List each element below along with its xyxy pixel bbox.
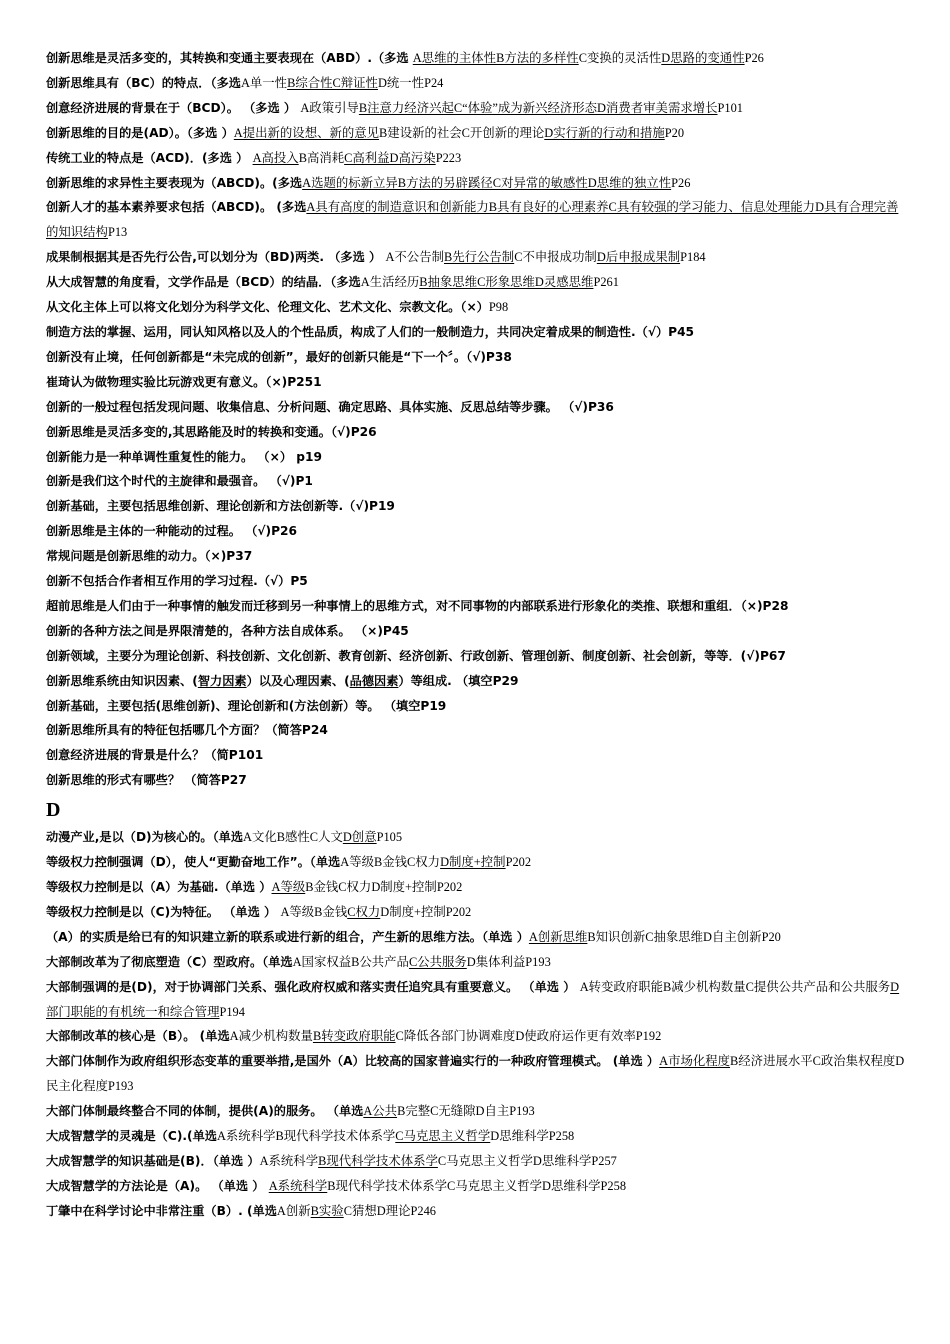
- question-item: [46, 925, 906, 950]
- answer-option-underlined: A等级: [271, 880, 306, 894]
- question-item: [46, 718, 906, 743]
- question-text: 创新思维是灵活多变的，其转换和变通主要表现在（ABD）.（多选: [46, 51, 413, 65]
- answer-option: P223: [435, 150, 462, 165]
- answer-option: P26: [744, 51, 764, 65]
- question-text: 创新思维是灵活多变的,其思路能及时的转换和变通。（√)P26: [46, 424, 377, 439]
- question-item: [46, 1124, 906, 1149]
- question-text: 创新思维所具有的特征包括哪几个方面？（简答P24: [46, 723, 328, 738]
- question-text-cont: ）等组成. （填空P29: [398, 673, 519, 688]
- question-text: 创新基础，主要包括思维创新、理论创新和方法创新等.（√)P19: [46, 499, 395, 514]
- answer-option: A系统科学: [259, 1153, 319, 1168]
- answer-option: P105: [376, 830, 403, 845]
- question-text: 创新基础，主要包括(思维创新)、理论创新和(方法创新）等。 （填空P19: [46, 698, 447, 713]
- fill-blank-answer: 智力因素: [197, 673, 247, 688]
- question-text: 大部制改革为了彻底塑造（C）型政府。（单选: [46, 954, 293, 969]
- answer-option: D思维科学P258: [490, 1129, 575, 1144]
- question-item: [46, 46, 906, 71]
- question-text: 超前思维是人们由于一种事情的触发而迁移到另一种事情上的思维方式，对不同事物的内部联系进行形象化的类推、联想和重组．（×)P28: [46, 598, 789, 613]
- question-text: 创新人才的基本素养要求包括（ABCD)。 (多选: [46, 200, 307, 215]
- answer-option: A生活经历: [360, 275, 420, 290]
- question-text: 创新领域，主要分为理论创新、科技创新、文化创新、教育创新、经济创新、行政创新、管理创新、制度创新、社会创新，等等．(√)P67: [46, 648, 786, 663]
- answer-option-underlined: A提出新的设想、新的意见: [233, 125, 380, 140]
- question-text: 创新思维的目的是(AD）。（多选 ）: [46, 125, 234, 140]
- answer-option: B高消耗: [298, 150, 345, 165]
- question-item: [46, 71, 906, 96]
- answer-option-underlined: A具有高度的制造意识和创新能力B具有良好的心理素养C具有较强的学习能力、信息处理能力D具有合理完善的知识结构: [46, 200, 899, 240]
- answer-option: D集体利益P193: [466, 954, 551, 969]
- answer-option: P13: [107, 225, 128, 240]
- question-text: （A）的实质是给已有的知识建立新的联系或进行新的组合，产生新的思维方法。（单选 ）: [46, 929, 529, 944]
- question-text: 创意经济进展的背景在于（BCD）。 （多选 ）: [46, 100, 301, 115]
- question-item: [46, 975, 906, 1025]
- answer-option: A文化B感性C人文: [243, 830, 343, 845]
- answer-option: A不公告制: [385, 250, 444, 265]
- answer-option: A等级B金钱: [280, 904, 348, 919]
- question-item: [46, 345, 906, 370]
- section-heading-d: D: [46, 799, 61, 822]
- answer-option-underlined: A创新思维: [528, 929, 588, 944]
- question-text: 创新不包括合作者相互作用的学习过程.（√）P5: [46, 574, 308, 589]
- answer-option: A创新: [276, 1203, 311, 1218]
- answer-option: B现代科学技术体系学C马克思主义哲学D思维科学P258: [327, 1178, 627, 1193]
- answer-option: P261: [593, 275, 619, 290]
- answer-option: C猜想D理论P246: [343, 1203, 436, 1218]
- question-item: [46, 875, 906, 900]
- question-list-c: [46, 46, 906, 793]
- answer-option-underlined: B先行公告制: [443, 250, 515, 265]
- question-item: [46, 644, 906, 669]
- question-item: [46, 320, 906, 345]
- answer-option: C变换的灵活性: [578, 51, 662, 65]
- answer-option-underlined: B转变政府职能: [312, 1029, 396, 1044]
- question-text: 大部门体制最终整合不同的体制，提供(A)的服务。 （单选: [46, 1104, 364, 1119]
- answer-option: B建设新的社会C开创新的理论: [379, 125, 545, 140]
- answer-option-underlined: A选题的标新立异B方法的另辟蹊径C对异常的敏感性D思维的独立性: [302, 175, 672, 190]
- answer-option: C马克思主义哲学D思维科学P257: [437, 1153, 617, 1168]
- question-text: 从文化主体上可以将文化划分为科学文化、伦理文化、艺术文化、宗教文化。（×）: [46, 300, 489, 315]
- answer-option: P202: [505, 855, 532, 870]
- question-text: 大部制强调的是(D)，对于协调部门关系、强化政府权威和落实责任追究具有重要意义。 （单选 ）: [46, 979, 580, 994]
- question-text: 创新思维具有（BC）的特点．（多选: [46, 75, 241, 90]
- question-text: 创新思维的形式有哪些？ （简答P27: [46, 773, 247, 788]
- question-item: [46, 768, 906, 793]
- answer-option: A单一性: [240, 75, 288, 90]
- question-item: [46, 370, 906, 395]
- question-text: 大部制改革的核心是（B）。 (单选: [46, 1029, 230, 1044]
- question-text: 大成智慧学的灵魂是（C).(单选: [46, 1129, 217, 1144]
- answer-option: A转变政府职能B减少机构数量C提供公共产品和公共服务: [579, 979, 891, 994]
- question-item: [46, 146, 906, 171]
- question-item: [46, 1024, 906, 1049]
- question-text: 创新思维的求异性主要表现为（ABCD)。(多选: [46, 175, 303, 190]
- answer-option: P20: [664, 125, 685, 140]
- question-text: 丁肇中在科学讨论中非常注重（B）. (单选: [46, 1203, 277, 1218]
- question-text-cont: ）以及心理因素、(: [246, 673, 350, 688]
- question-text: 创意经济进展的背景是什么？（简P101: [46, 748, 264, 763]
- answer-option: D制度+控制P202: [380, 904, 472, 919]
- question-item: [46, 420, 906, 445]
- answer-option-underlined: B实验: [310, 1203, 344, 1218]
- question-text: 成果制根据其是否先行公告,可以划分为（BD)两类. （多选 ）: [46, 250, 386, 265]
- question-text: 创新没有止境，任何创新都是“未完成的创新”，最好的创新只能是“下一个〞。（√)P38: [46, 349, 512, 364]
- answer-option-underlined: D部门职能的有机统一和综合管理: [46, 979, 900, 1019]
- question-item: [46, 850, 906, 875]
- question-item: [46, 96, 906, 121]
- question-text: 大部门体制作为政府组织形态变革的重要举措,是国外（A）比较高的国家普遍实行的一种政府管理模式。 (单选 ）: [46, 1054, 660, 1069]
- question-item: [46, 569, 906, 594]
- question-text: 创新能力是一种单调性重复性的能力。 （×） p19: [46, 449, 322, 464]
- question-text: 传统工业的特点是（ACD)．(多选 ）: [46, 150, 253, 165]
- question-item: [46, 270, 906, 295]
- answer-option: A减少机构数量: [229, 1029, 313, 1044]
- question-text: 常规问题是创新思维的动力。（×)P37: [46, 549, 253, 564]
- question-item: [46, 195, 906, 245]
- question-text: 创新的各种方法之间是界限清楚的，各种方法自成体系。 （×)P45: [46, 623, 409, 638]
- document-body: [46, 46, 906, 1224]
- question-text: 等级权力控制是以（C)为特征。 （单选 ）: [46, 904, 281, 919]
- question-item: [46, 1049, 906, 1099]
- question-item: [46, 669, 906, 694]
- question-item: [46, 594, 906, 619]
- answer-option-underlined: C公共服务: [408, 954, 467, 969]
- question-text: 创新的一般过程包括发现问题、收集信息、分析问题、确定思路、具体实施、反思总结等步骤。 （√)P36: [46, 399, 614, 414]
- question-item: [46, 1149, 906, 1174]
- answer-option-underlined: A市场化程度: [659, 1054, 731, 1069]
- answer-option-underlined: B现代科学技术体系学: [318, 1153, 438, 1168]
- answer-option: A国家权益B公共产品: [292, 954, 409, 969]
- question-item: [46, 469, 906, 494]
- question-item: [46, 1099, 906, 1124]
- question-item: [46, 544, 906, 569]
- answer-option-underlined: C高利益D高污染: [344, 150, 436, 165]
- question-text: 动漫产业,是以（D)为核心的。（单选: [46, 830, 244, 845]
- answer-option-underlined: B抽象思维C形象思维D灵感思维: [419, 275, 594, 290]
- answer-option-underlined: B注意力经济兴起C“体验”成为新兴经济形态D消费者审美需求增长: [358, 100, 718, 115]
- question-item: [46, 295, 906, 320]
- question-item: [46, 494, 906, 519]
- question-item: [46, 445, 906, 470]
- question-text: 创新是我们这个时代的主旋律和最强音。 （√)P1: [46, 474, 313, 489]
- question-text: 创新思维系统由知识因素、(: [46, 673, 198, 688]
- question-text: 崔琦认为做物理实验比玩游戏更有意义。（×)P251: [46, 374, 322, 389]
- answer-option-underlined: A系统科学: [268, 1178, 328, 1193]
- answer-option-underlined: A公共: [363, 1104, 398, 1119]
- question-item: [46, 694, 906, 719]
- answer-option: P184: [680, 250, 706, 265]
- answer-option: B金钱C权力D制度+控制P202: [305, 880, 463, 894]
- answer-option-underlined: C马克思主义哲学: [395, 1129, 491, 1144]
- question-item: [46, 743, 906, 768]
- answer-option-underlined: D制度+控制: [440, 855, 506, 870]
- question-text: 创新思维是主体的一种能动的过程。 （√)P26: [46, 524, 298, 539]
- answer-option: B经济进展水平C政治集权程度D民主化程度P193: [46, 1054, 905, 1094]
- question-text: 等级权力控制强调（D），使人“更勤奋地工作”。（单选: [46, 855, 341, 870]
- question-item: [46, 1174, 906, 1199]
- question-item: [46, 1199, 906, 1224]
- answer-option: C降低各部门协调难度D使政府运作更有效率P192: [395, 1029, 662, 1044]
- question-text: 等级权力控制是以（A）为基础.（单选 ）: [46, 880, 272, 894]
- question-item: [46, 519, 906, 544]
- question-text: 大成智慧学的知识基础是(B)．（单选 ）: [46, 1153, 260, 1168]
- answer-option: P98: [488, 300, 509, 315]
- question-item: [46, 121, 906, 146]
- answer-option: D统一性P24: [377, 75, 444, 90]
- answer-option: P26: [671, 175, 691, 190]
- answer-option: C不申报成功制: [514, 250, 597, 265]
- question-item: [46, 619, 906, 644]
- answer-option: B完整C无缝隙D自主P193: [397, 1104, 535, 1119]
- question-item: [46, 825, 906, 850]
- answer-option: A系统科学B现代科学技术体系学: [216, 1129, 396, 1144]
- answer-option-underlined: D思路的变通性: [661, 51, 745, 65]
- answer-option-underlined: A高投入: [252, 150, 299, 165]
- answer-option: B知识创新C抽象思维D自主创新P20: [587, 929, 781, 944]
- answer-option-underlined: D后申报成果制: [596, 250, 681, 265]
- fill-blank-answer: 品德因素: [349, 673, 399, 688]
- question-text: 制造方法的掌握、运用，同认知风格以及人的个性品质，构成了人们的一般制造力，共同决定着成果的制造性.（√）P45: [46, 324, 695, 339]
- answer-option-underlined: B综合性C辩证性: [287, 75, 378, 90]
- question-text: 从大成智慧的角度看，文学作品是（BCD）的结晶．（多选: [46, 275, 361, 290]
- answer-option: P101: [717, 100, 743, 115]
- question-item: [46, 950, 906, 975]
- question-list-d: [46, 825, 906, 1224]
- answer-option-underlined: A思维的主体性B方法的多样性: [412, 51, 579, 65]
- answer-option-underlined: D实行新的行动和措施: [544, 125, 665, 140]
- answer-option: A政策引导: [300, 100, 359, 115]
- answer-option-underlined: C权力: [347, 904, 381, 919]
- question-item: [46, 395, 906, 420]
- question-text: 大成智慧学的方法论是（A)。 （单选 ）: [46, 1178, 269, 1193]
- question-item: [46, 171, 906, 196]
- answer-option: P194: [219, 1004, 245, 1019]
- question-item: [46, 245, 906, 270]
- answer-option-underlined: D创意: [342, 830, 377, 845]
- question-item: [46, 900, 906, 925]
- answer-option: A等级B金钱C权力: [340, 855, 441, 870]
